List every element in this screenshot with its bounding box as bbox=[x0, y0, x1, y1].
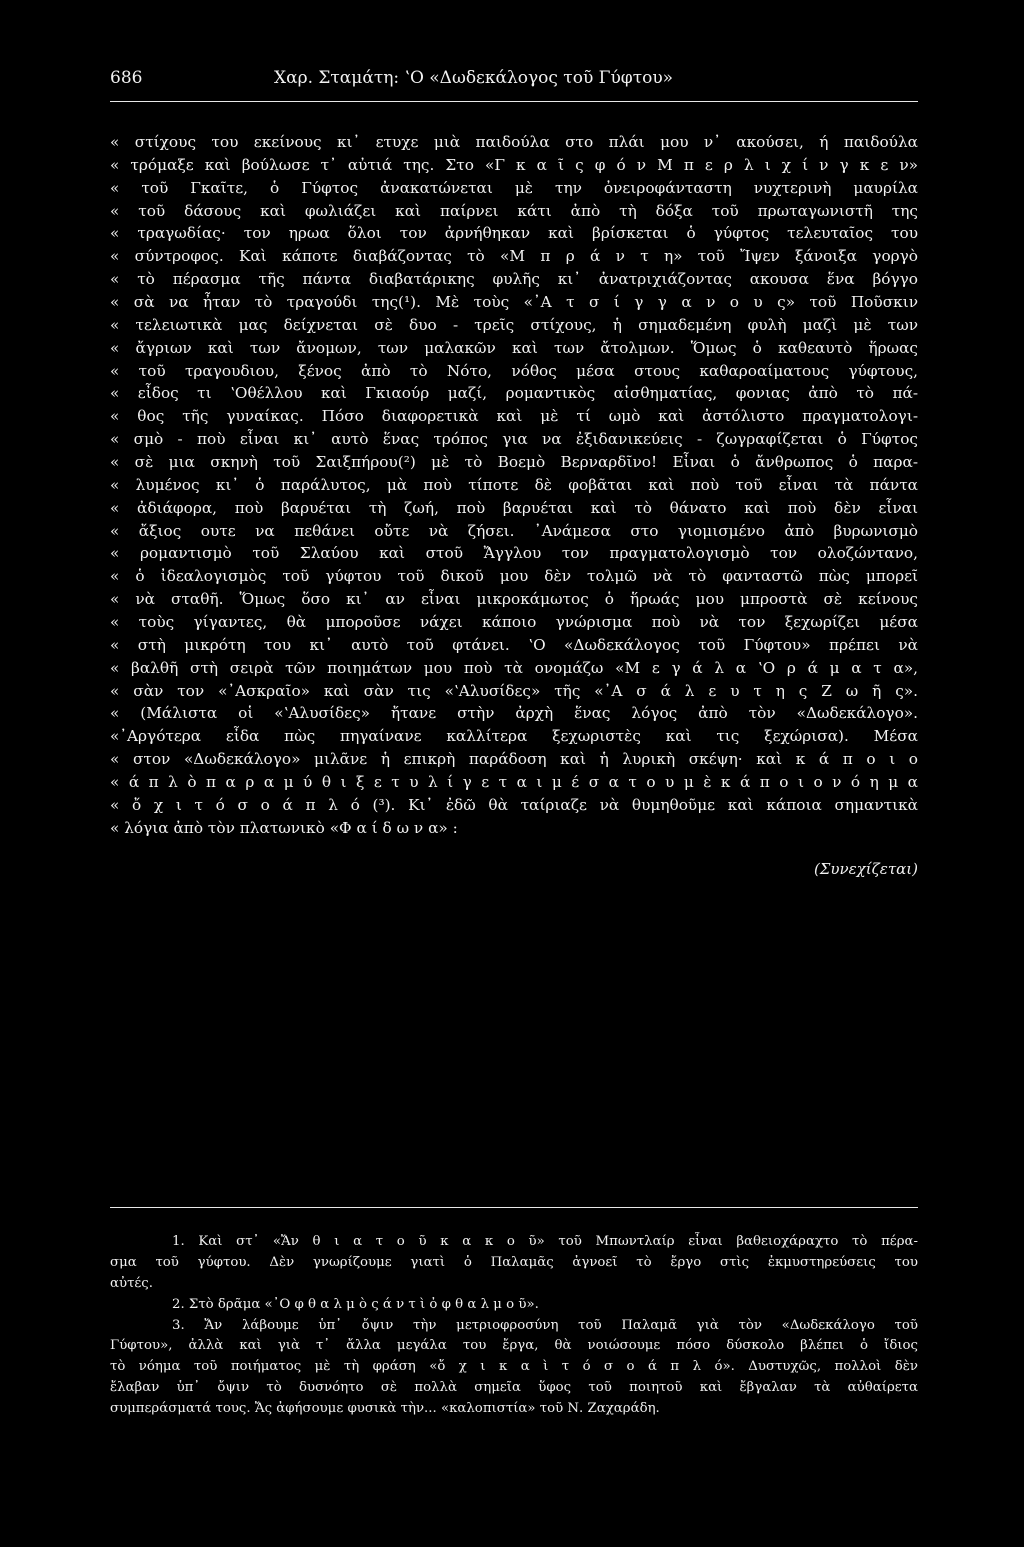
body-line: « σύντροφος. Καὶ κάποτε διαβάζοντας τὸ «Μ π ρ ά ν τ η» τοῦ Ἴψεν ξάνοιξα γοργὸ bbox=[110, 247, 918, 266]
body-text bbox=[110, 131, 918, 840]
footnotes bbox=[110, 1232, 918, 1420]
body-line: « λυμένος κι᾽ ὁ παράλυτος, μὰ ποὺ τίποτε δὲ φοβᾶται καὶ ποὺ τοῦ εἶναι τὰ πάντα bbox=[110, 475, 918, 494]
footnote-line: 2. Στὸ δρᾶμα «᾽Ο φ θ α λ μ ὸ ς ά ν τ ὶ ὀ φ θ α λ μ ο ῦ». bbox=[172, 1296, 539, 1312]
body-line: « στον «Δωδεκάλογο» μιλᾶνε ἡ επικρὴ παράδοση καὶ ἡ λυρικὴ σκέψη· καὶ κ ά π ο ι ο bbox=[110, 750, 918, 769]
body-line: « τελειωτικὰ μας δείχνεται σὲ δυο - τρεῖς στίχους, ἡ σημαδεμένη φυλὴ μαζὶ μὲ των bbox=[110, 315, 918, 334]
body-line: « στὴ μικρότη του κι᾽ αυτὸ τοῦ φτάνει. ʽΟ «Δωδεκάλογος τοῦ Γύφτου» πρέπει νὰ bbox=[110, 635, 918, 654]
body-line: « τοὺς γίγαντες, θὰ μποροῦσε νάχει κάποιο γνώρισμα ποὺ νὰ τον ξεχωρίζει μέσα bbox=[110, 613, 918, 632]
body-line: « σμὸ - ποὺ εἶναι κι᾽ αυτὸ ἕνας τρόπος για να ἐξιδανικεύεις - ζωγραφίζεται ὁ Γύφτος bbox=[110, 430, 918, 449]
body-line: « στίχους του εκείνους κι᾽ ετυχε μιὰ παιδούλα στο πλάι μου ν᾽ ακούσει, ή παιδούλα bbox=[110, 133, 918, 151]
footnote-line: συμπεράσματά τους. Ἄς ἀφήσουμε φυσικὰ τὴν... «καλοπιστία» τοῦ Ν. Ζαχαράδη. bbox=[110, 1401, 660, 1417]
body-line: « ὁ ἰδεαλογισμὸς τοῦ γύφτου τοῦ δικοῦ μου δὲν τολμῶ νὰ τὸ φανταστῶ πὼς μπορεῖ bbox=[110, 567, 918, 586]
body-line: « ρομαντισμὸ τοῦ Σλαύου καὶ στοῦ Ἄγγλου τον πραγματολογισμὸ τον ολοζώντανο, bbox=[110, 544, 918, 563]
footnote-line: 3. Ἄν λάβουμε ὑπ᾽ ὄψιν τὴν μετριοφροσύνη τοῦ Παλαμᾶ γιὰ τὸν «Δωδεκάλογο τοῦ bbox=[172, 1317, 918, 1333]
body-line: « τοῦ τραγουδιου, ξένος ἀπὸ τὸ Νότο, νόθος μέσα στους καθαροαίματους γύφτους, bbox=[110, 361, 918, 380]
continued-label: (Συνεχίζεται) bbox=[813, 860, 918, 878]
page-header bbox=[110, 68, 918, 94]
page-number: 686 bbox=[110, 68, 143, 88]
body-line: « σὰ να ἦταν τὸ τραγούδι της(¹). Μὲ τοὺς «᾽Α τ σ ί γ γ α ν ο υ ς» τοῦ Ποῦσκιν bbox=[110, 293, 918, 312]
body-line: « τὸ πέρασμα τῆς πάντα διαβατάρικης φυλῆς κι᾽ ἀνατριχιάζοντας ακουσα ἕνα βόγγο bbox=[110, 270, 918, 289]
body-line: « τραγωδίας· τον ηρωα ὅλοι τον ἀρνήθηκαν καὶ βρίσκεται ὁ γύφτος τελευταῖος του bbox=[110, 224, 918, 243]
body-line: « ἄγριων καὶ των ἄνομων, των μαλακῶν καὶ των ἄτολμων. Ὅμως ὁ καθεαυτὸ ἥρωας bbox=[110, 338, 918, 357]
body-line: « λόγια ἀπὸ τὸν πλατωνικὸ «Φ α ί δ ω ν α» : bbox=[110, 818, 458, 837]
running-title: Χαρ. Σταμάτη: ʽΟ «Δωδεκάλογος τοῦ Γύφτου» bbox=[274, 68, 674, 88]
body-line: « τοῦ Γκαῖτε, ὁ Γύφτος ἀνακατώνεται μὲ την ὀνειροφάνταστη νυχτερινὴ μαυρίλα bbox=[110, 178, 918, 197]
footnote-line: αὐτές. bbox=[110, 1275, 153, 1291]
header-rule bbox=[110, 101, 918, 102]
body-line: « ἄξιος ουτε να πεθάνει οὔτε νὰ ζήσει. ᾽Ανάμεσα στο γιομισμένο ἀπὸ βυρωνισμὸ bbox=[110, 521, 918, 540]
footnote-line: Γύφτου», ἀλλὰ καὶ γιὰ τ᾽ ἄλλα μεγάλα του ἔργα, θὰ νοιώσουμε πόσο δύσκολο βλέπει ὁ ἴδιος bbox=[110, 1338, 918, 1354]
body-line: « ὄ χ ι τ ό σ ο ά π λ ό (³). Κι᾽ ἐδῶ θὰ ταίριαζε νὰ θυμηθοῦμε καὶ κάποια σημαντικὰ bbox=[110, 795, 918, 814]
footnote-rule bbox=[110, 1207, 918, 1208]
footnote-line: ἔλαβαν ὑπ᾽ ὄψιν τὸ δυσνόητο σὲ πολλὰ σημεῖα ὕφος τοῦ ποιητοῦ καὶ ἔβγαλαν τὰ αὐθαίρετα bbox=[110, 1380, 918, 1396]
body-line: « νὰ σταθῆ. Ὅμως ὅσο κι᾽ αν εἶναι μικροκάμωτος ὁ ἥρωάς μου μπροστὰ σὲ κείνους bbox=[110, 590, 918, 609]
body-line: « τρόμαξε καὶ βούλωσε τ᾽ αὐτιά της. Στο «Γ κ α ῖ ς φ ό ν Μ π ε ρ λ ι χ ί ν γ κ ε ν» bbox=[110, 155, 918, 174]
footnote-line: τὸ νόημα τοῦ ποιήματος μὲ τὴ φράση «ὄ χ ι κ α ὶ τ ό σ ο ά π λ ό». Δυστυχῶς, πολλοὶ δὲν bbox=[110, 1359, 918, 1375]
footnote-line: 1. Καὶ στ᾽ «Ἄν θ ι α τ ο ῦ κ α κ ο ῦ» τοῦ Μπωντλαίρ εἶναι βαθειοχάραχτο τὸ πέρα- bbox=[172, 1234, 918, 1249]
body-line: « ά π λ ὸ π α ρ α μ ύ θ ι ξ ε τ υ λ ί γ ε τ α ι μ έ σ α τ ο υ μ ὲ κ ά π ο ι ο ν ό η μ α bbox=[110, 773, 918, 792]
body-line: « σὰν τον «᾽Ασκραῖο» καὶ σὰν τις «ʽΑλυσίδες» τῆς «᾽Α σ ά λ ε υ τ η ς Ζ ω ῆ ς». bbox=[110, 681, 918, 700]
body-line: « (Μάλιστα οἱ «ʽΑλυσίδες» ἤτανε στὴν ἀρχὴ ἕνας λόγος ἀπὸ τὸν «Δωδεκάλογο». bbox=[110, 704, 918, 723]
footnote-line: σμα τοῦ γύφτου. Δὲν γνωρίζουμε γιατὶ ὁ Παλαμᾶς ἀγνοεῖ τὸ ἔργο στὶς ἐκμυστηρεύσεις του bbox=[110, 1254, 918, 1270]
body-line: «᾽Αργότερα εἶδα πὼς πηγαίνανε καλλίτερα ξεχωριστὲς καὶ τις ξεχώρισα). Μέσα bbox=[110, 727, 918, 746]
body-line: « βαλθῆ στὴ σειρὰ τῶν ποιημάτων μου ποὺ τὰ ονομάζω «Μ ε γ ά λ α ʽΟ ρ ά μ α τ α», bbox=[110, 658, 918, 677]
body-line: « τοῦ δάσους καὶ φωλιάζει καὶ παίρνει κάτι ἀπὸ τὴ δόξα τοῦ πρωταγωνιστῆ της bbox=[110, 201, 918, 220]
body-line: « θος τῆς γυναίκας. Πόσο διαφορετικὰ καὶ μὲ τί ωμὸ καὶ ἀστόλιστο πραγματολογι- bbox=[110, 407, 918, 426]
body-line: « σὲ μια σκηνὴ τοῦ Σαιξπήρου(²) μὲ τὸ Βοεμὸ Βερναρδῖνο! Εἶναι ὁ ἄνθρωπος ὁ παρα- bbox=[110, 453, 918, 472]
body-line: « εἶδος τι ʽΟθέλλου καὶ Γκιαούρ μαζί, ρομαντικὸς αἰσθηματίας, φονιας ἀπὸ τὸ πά- bbox=[110, 384, 918, 403]
body-line: « ἀδιάφορα, ποὺ βαρυέται τὴ ζωή, ποὺ βαρυέται καὶ τὸ θάνατο καὶ ποὺ δὲν εἶναι bbox=[110, 498, 918, 517]
